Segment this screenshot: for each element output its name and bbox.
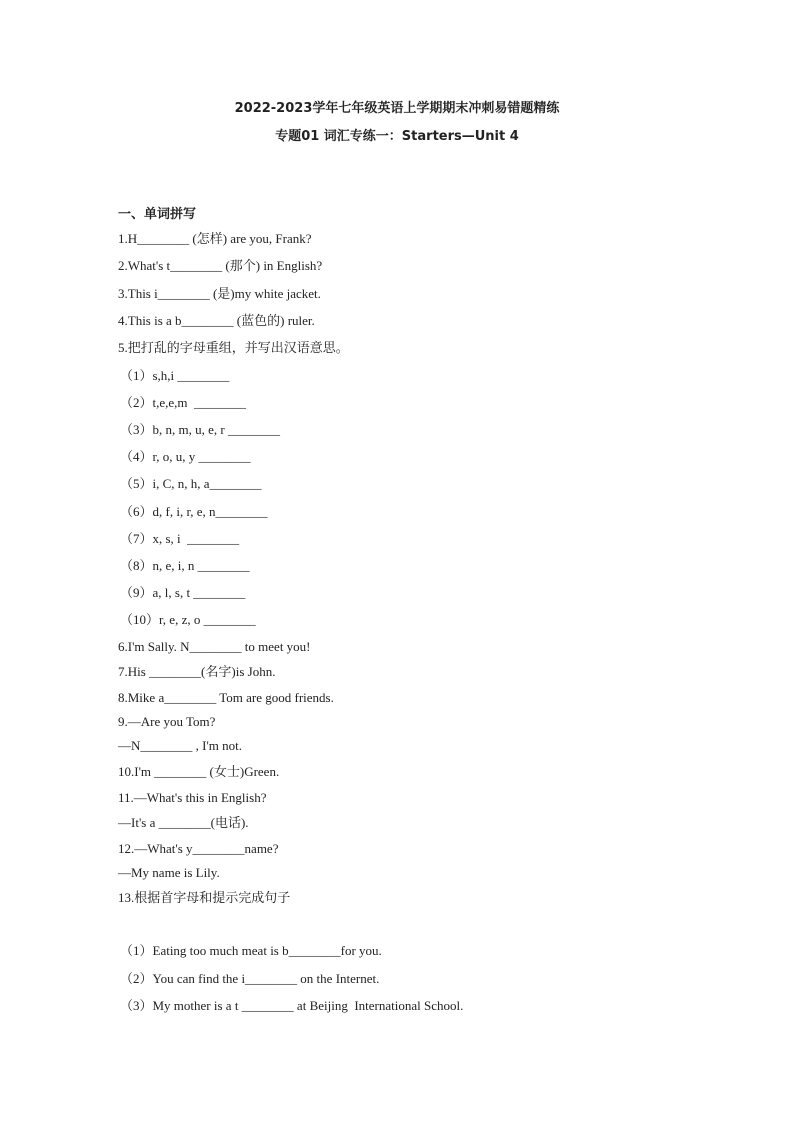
question-5-item-7: （7）x, s, i ________ [120,531,240,546]
question-2: 2.What's t________ (那个) in English? [118,258,323,273]
question-13-item-1: （1）Eating too much meat is b________for you. [120,943,382,958]
question-5-item-4: （4）r, o, u, y ________ [120,449,251,464]
question-9-answer: —N________ , I'm not. [118,738,243,753]
question-13-item-2: （2）You can find the i________ on the Internet. [120,971,380,986]
document-title: 2022-2023学年七年级英语上学期期末冲刺易错题精练 [234,101,560,116]
document-subtitle: 专题01 词汇专练一：Starters—Unit 4 [275,129,519,144]
question-6: 6.I'm Sally. N________ to meet you! [118,639,311,654]
question-11: 11.—What's this in English? [118,790,267,805]
question-5: 5.把打乱的字母重组，并写出汉语意思。 [118,340,349,355]
question-1: 1.H________ (怎样) are you, Frank? [118,231,312,246]
question-7: 7.His ________(名字)is John. [118,664,276,679]
question-5-item-10: （10）r, e, z, o ________ [120,612,256,627]
question-12: 12.—What's y________name? [118,841,279,856]
question-9: 9.—Are you Tom? [118,714,216,729]
question-4: 4.This is a b________ (蓝色的) ruler. [118,313,315,328]
question-10: 10.I'm ________ (女士)Green. [118,764,280,779]
section-heading: 一、单词拼写 [118,207,197,222]
question-3: 3.This i________ (是)my white jacket. [118,286,321,301]
question-5-item-9: （9）a, l, s, t ________ [120,585,246,600]
question-13: 13.根据首字母和提示完成句子 [118,890,291,905]
question-8: 8.Mike a________ Tom are good friends. [118,690,334,705]
question-11-answer: —It's a ________(电话). [118,815,249,830]
question-5-item-1: （1）s,h,i ________ [120,368,230,383]
question-5-item-2: （2）t,e,e,m ________ [120,395,247,410]
question-12-answer: —My name is Lily. [118,865,220,880]
question-5-item-3: （3）b, n, m, u, e, r ________ [120,422,280,437]
question-13-item-3: （3）My mother is a t ________ at Beijing International School. [120,998,464,1013]
question-5-item-8: （8）n, e, i, n ________ [120,558,250,573]
question-5-item-6: （6）d, f, i, r, e, n________ [120,504,268,519]
question-5-item-5: （5）i, C, n, h, a________ [120,476,262,491]
